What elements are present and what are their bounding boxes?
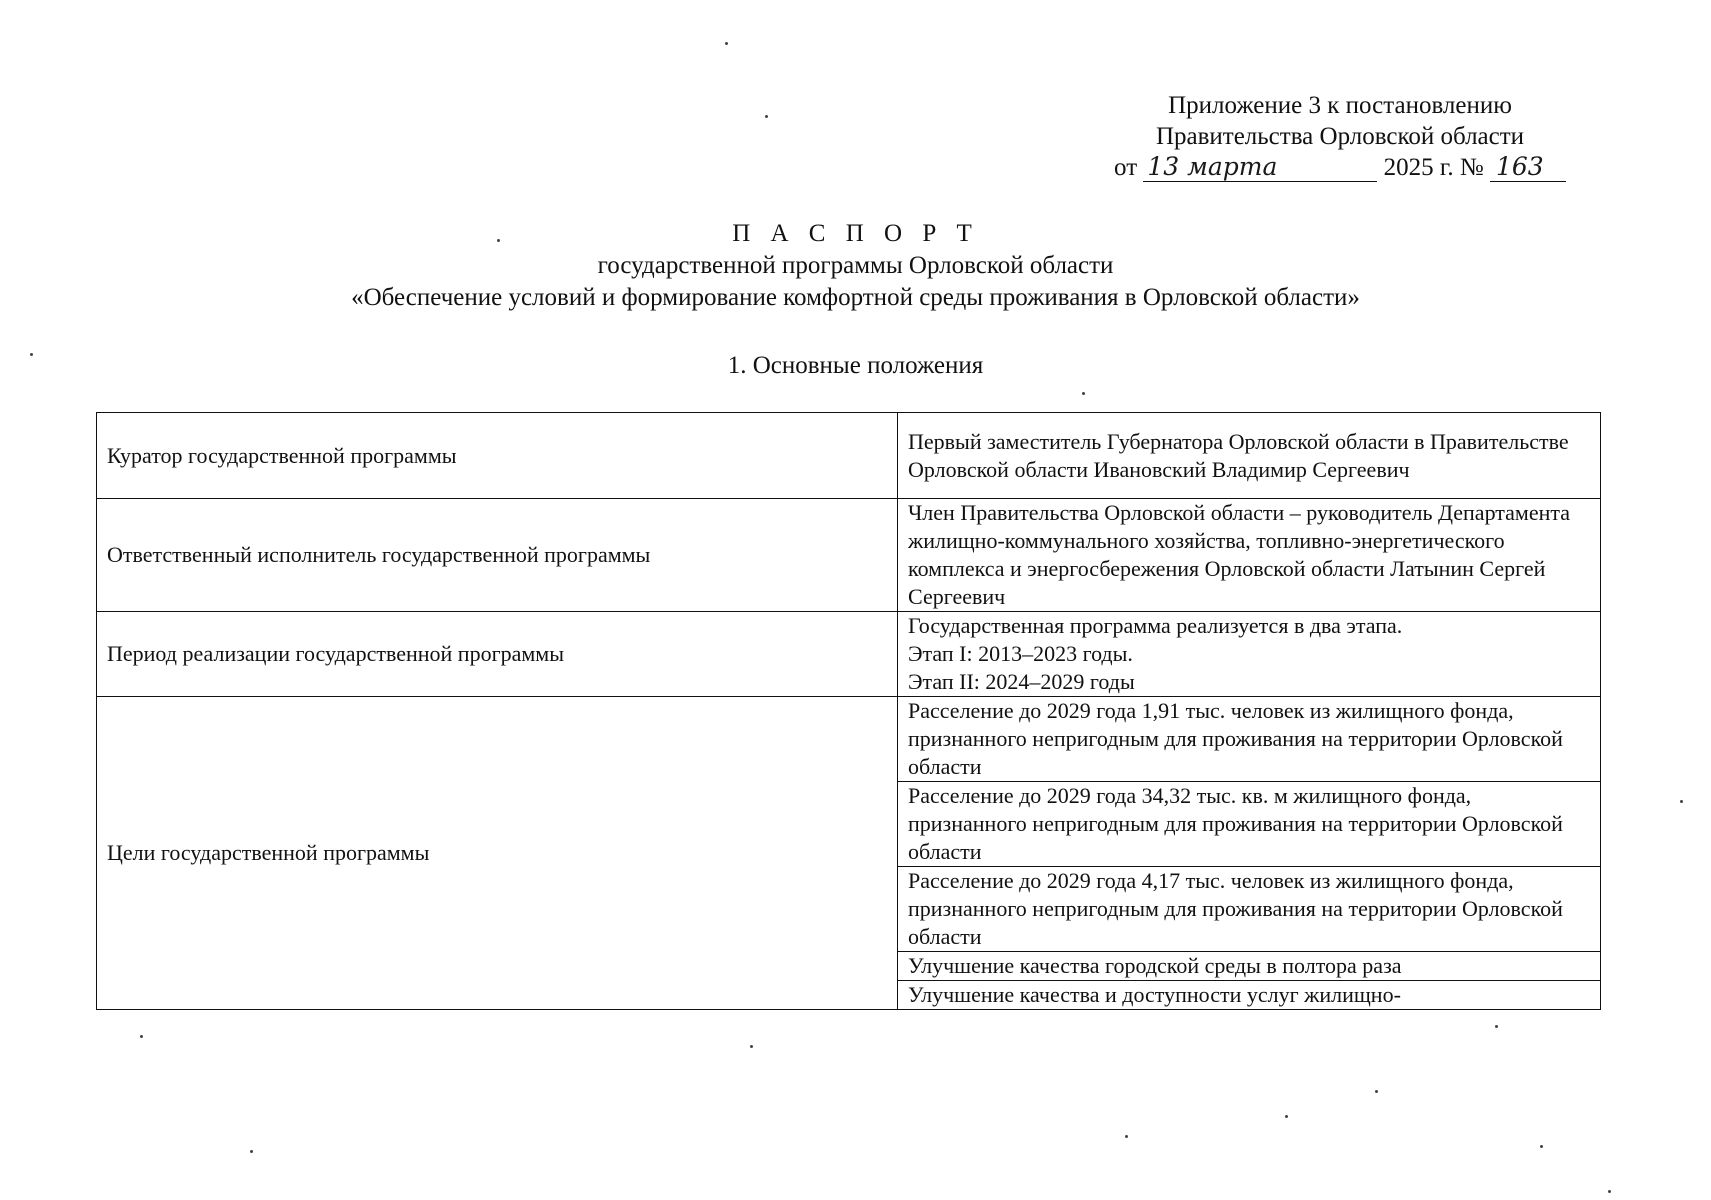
row-value — [898, 612, 1601, 697]
table-row — [97, 612, 1601, 697]
annex-line-3 — [1080, 152, 1600, 183]
goal-item: Улучшение качества городской среды в полтора раза — [898, 952, 1601, 981]
goal-item: Расселение до 2029 года 4,17 тыс. человек из жилищного фонда, признанного непригодным для проживания на территории Орловской области — [898, 867, 1601, 952]
section-title: 1. Основные положения — [727, 352, 984, 379]
scan-speck — [1495, 1025, 1498, 1028]
period-line: Государственная программа реализуется в два этапа. — [908, 613, 1403, 638]
row-value: Член Правительства Орловской области – руководитель Департамента жилищно-коммунального хозяйства, топливно-энергетического комплекса и энергосбережения Орловской области Латынин Сергей Сергеевич — [898, 499, 1601, 612]
handwritten-date: 13 марта — [1143, 153, 1377, 182]
scan-speck — [1375, 1090, 1378, 1093]
scan-speck — [750, 1045, 753, 1048]
table-row — [97, 499, 1601, 612]
scan-speck — [1540, 1145, 1543, 1148]
scan-speck — [250, 1150, 253, 1153]
row-value: Первый заместитель Губернатора Орловской области в Правительстве Орловской области Ивановский Владимир Сергеевич — [898, 413, 1601, 499]
scan-speck — [1082, 392, 1085, 395]
basic-provisions-table — [96, 412, 1601, 1010]
annex-year-label: 2025 г. № — [1383, 154, 1484, 181]
row-label: Цели государственной программы — [97, 697, 898, 1010]
scan-speck — [1285, 1115, 1288, 1118]
scan-speck — [1608, 1190, 1611, 1193]
scan-speck — [765, 115, 768, 118]
scan-speck — [497, 239, 500, 242]
scan-speck — [1680, 800, 1683, 803]
row-label: Ответственный исполнитель государственной программы — [97, 499, 898, 612]
table-row — [97, 697, 1601, 782]
goal-item: Улучшение качества и доступности услуг жилищно- — [898, 981, 1601, 1010]
passport-subtitle: государственной программы Орловской области — [597, 252, 1114, 279]
annex-from-label: от — [1114, 154, 1138, 181]
scan-speck — [30, 353, 33, 356]
handwritten-number: 163 — [1490, 153, 1566, 182]
row-label: Период реализации государственной программы — [97, 612, 898, 697]
goal-item: Расселение до 2029 года 1,91 тыс. человек из жилищного фонда, признанного непригодным для проживания на территории Орловской области — [898, 697, 1601, 782]
period-line: Этап II: 2024–2029 годы — [908, 669, 1135, 694]
table-row — [97, 413, 1601, 499]
row-label: Куратор государственной программы — [97, 413, 898, 499]
goal-item: Расселение до 2029 года 34,32 тыс. кв. м жилищного фонда, признанного непригодным для проживания на территории Орловской области — [898, 782, 1601, 867]
annex-line-1: Приложение 3 к постановлению — [1168, 92, 1512, 119]
period-line: Этап I: 2013–2023 годы. — [908, 641, 1133, 666]
passport-title-block — [0, 218, 1711, 314]
annex-header — [1080, 90, 1600, 183]
program-name: «Обеспечение условий и формирование комфортной среды проживания в Орловской области» — [351, 284, 1360, 311]
annex-line-2: Правительства Орловской области — [1155, 123, 1525, 150]
passport-heading: П А С П О Р Т — [732, 220, 979, 247]
scan-speck — [140, 1035, 143, 1038]
scan-speck — [1125, 1135, 1128, 1138]
scan-speck — [725, 42, 728, 45]
